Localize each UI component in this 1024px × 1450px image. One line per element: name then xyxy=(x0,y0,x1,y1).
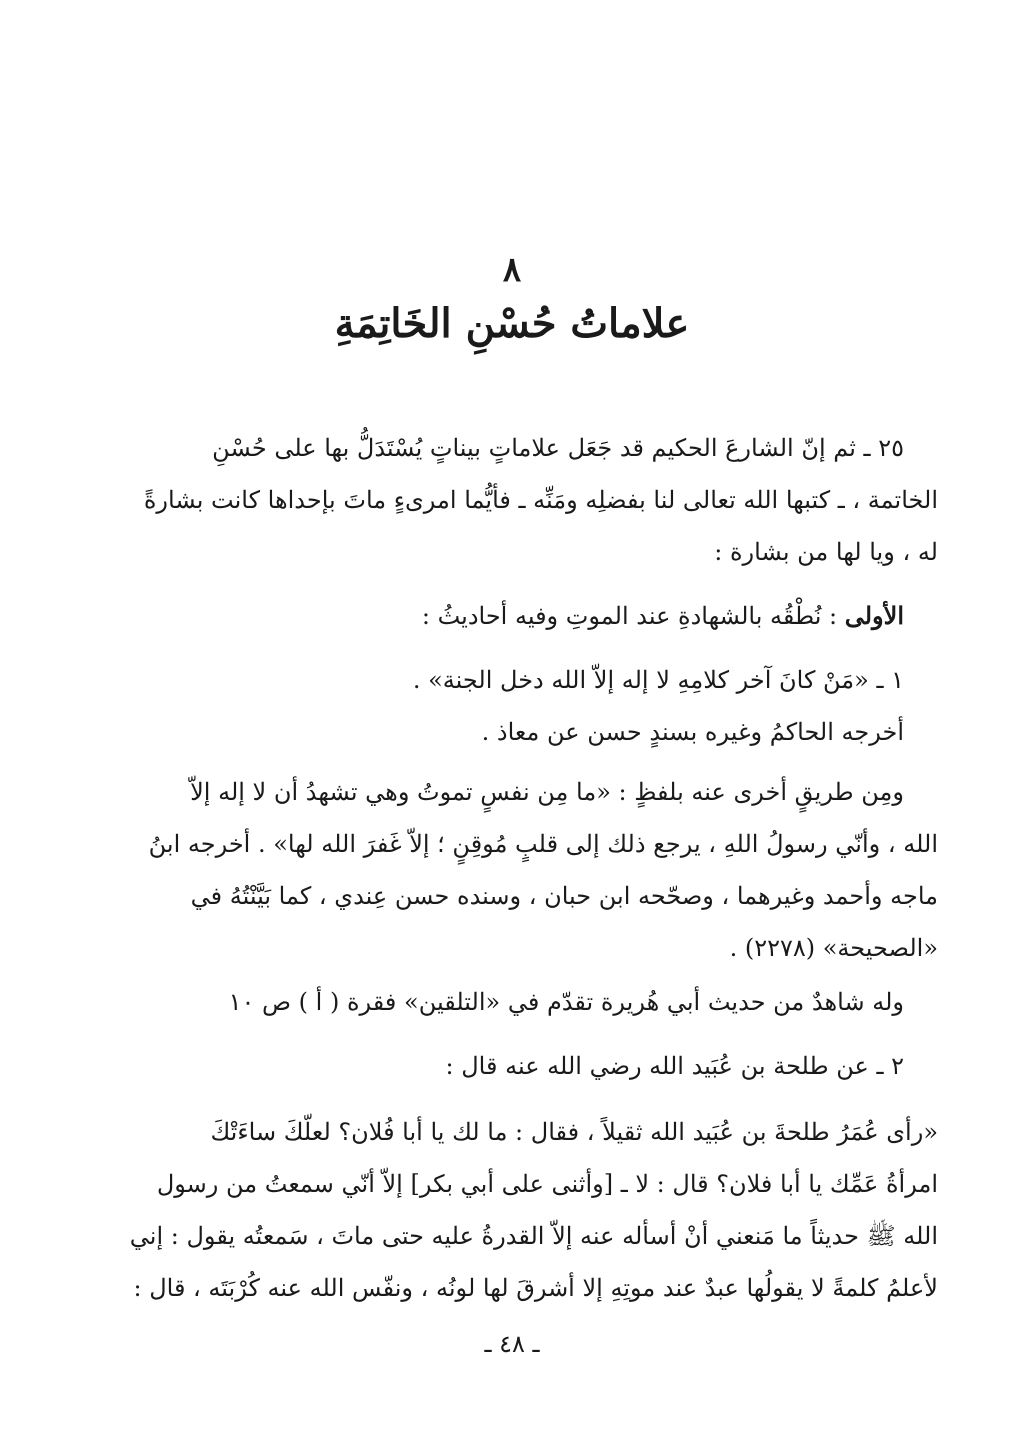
first-sign-text: : نُطْقُه بالشهادةِ عند الموتِ وفيه أحاديثُ : xyxy=(421,602,845,630)
another-route-paragraph xyxy=(78,766,938,974)
paragraph-line xyxy=(78,590,938,642)
page-number: ـ ٤٨ ـ xyxy=(484,1330,540,1358)
paragraph-25 xyxy=(78,422,938,578)
paragraph-line: أخرجه الحاكمُ وغيره بسندٍ حسن عن معاذ . xyxy=(481,718,904,746)
paragraph-line: وله شاهدٌ من حديث أبي هُريرة تقدّم في «التلقين» فقرة ( أ ) ص ١٠ xyxy=(228,988,904,1016)
paragraph-line: «رأى عُمَرُ طلحةَ بن عُبَيد الله ثقيلاً ، فقال : ما لك يا أبا فُلان؟ لعلّكَ ساءَتْكَ xyxy=(210,1118,938,1146)
first-sign-label: الأولى xyxy=(844,601,904,630)
chapter-number: ٨ xyxy=(502,250,522,290)
chapter-title: علاماتُ حُسْنِ الخَاتِمَةِ xyxy=(334,300,690,347)
paragraph-line: ٢ ـ عن طلحة بن عُبَيد الله رضي الله عنه قال : xyxy=(445,1052,904,1080)
hadith-2 xyxy=(78,1040,938,1092)
narration-paragraph xyxy=(78,1106,938,1314)
paragraph-line: ماجه وأحمد وغيرهما ، وصحّحه ابن حبان ، وسنده حسن عِندي ، كما بَيَّنْتُهُ في xyxy=(190,882,938,910)
witness-paragraph xyxy=(78,976,938,1028)
paragraph-line: الله ، وأنّي رسولُ اللهِ ، يرجع ذلك إلى قلبٍ مُوقِنٍ ؛ إلاّ غَفرَ الله لها» . أخرجه ابنُ xyxy=(148,830,938,858)
paragraph-line: الخاتمة ، ـ كتبها الله تعالى لنا بفضلِه ومَنِّه ـ فأيُّما امرىءٍ ماتَ بإحداها كانت بشارةً xyxy=(143,486,938,514)
paragraph-line: ومِن طريقٍ أخرى عنه بلفظٍ : «ما مِن نفسٍ تموتُ وهي تشهدُ أن لا إله إلاّ xyxy=(190,778,904,806)
paragraph-line: ٢٥ ـ ثم إنّ الشارعَ الحكيم قد جَعَل علاماتٍ بيناتٍ يُسْتَدَلُّ بها على حُسْنِ xyxy=(212,434,904,462)
paragraph-line: ١ ـ «مَنْ كانَ آخر كلامِهِ لا إله إلاّ الله دخل الجنة» . xyxy=(412,666,904,694)
paragraph-line: الله ﷺ حديثاً ما مَنعني أنْ أسأله عنه إلاّ القدرةُ عليه حتى ماتَ ، سَمعتُه يقول : إني xyxy=(129,1222,938,1250)
paragraph-line: امرأةُ عَمِّك يا أبا فلان؟ قال : لا ـ [وأثنى على أبي بكر] إلاّ أنّي سمعتُ من رسول xyxy=(156,1170,938,1198)
paragraph-line: له ، ويا لها من بشارة : xyxy=(714,538,938,566)
paragraph-line: «الصحيحة» (٢٢٧٨) . xyxy=(729,934,938,962)
first-sign xyxy=(78,590,938,642)
paragraph-line: لأعلمُ كلمةً لا يقولُها عبدٌ عند موتِهِ إلا أشرقَ لها لونُه ، ونفّس الله عنه كُرْبَتَه ، قال : xyxy=(133,1274,938,1302)
hadith-1 xyxy=(78,654,938,758)
